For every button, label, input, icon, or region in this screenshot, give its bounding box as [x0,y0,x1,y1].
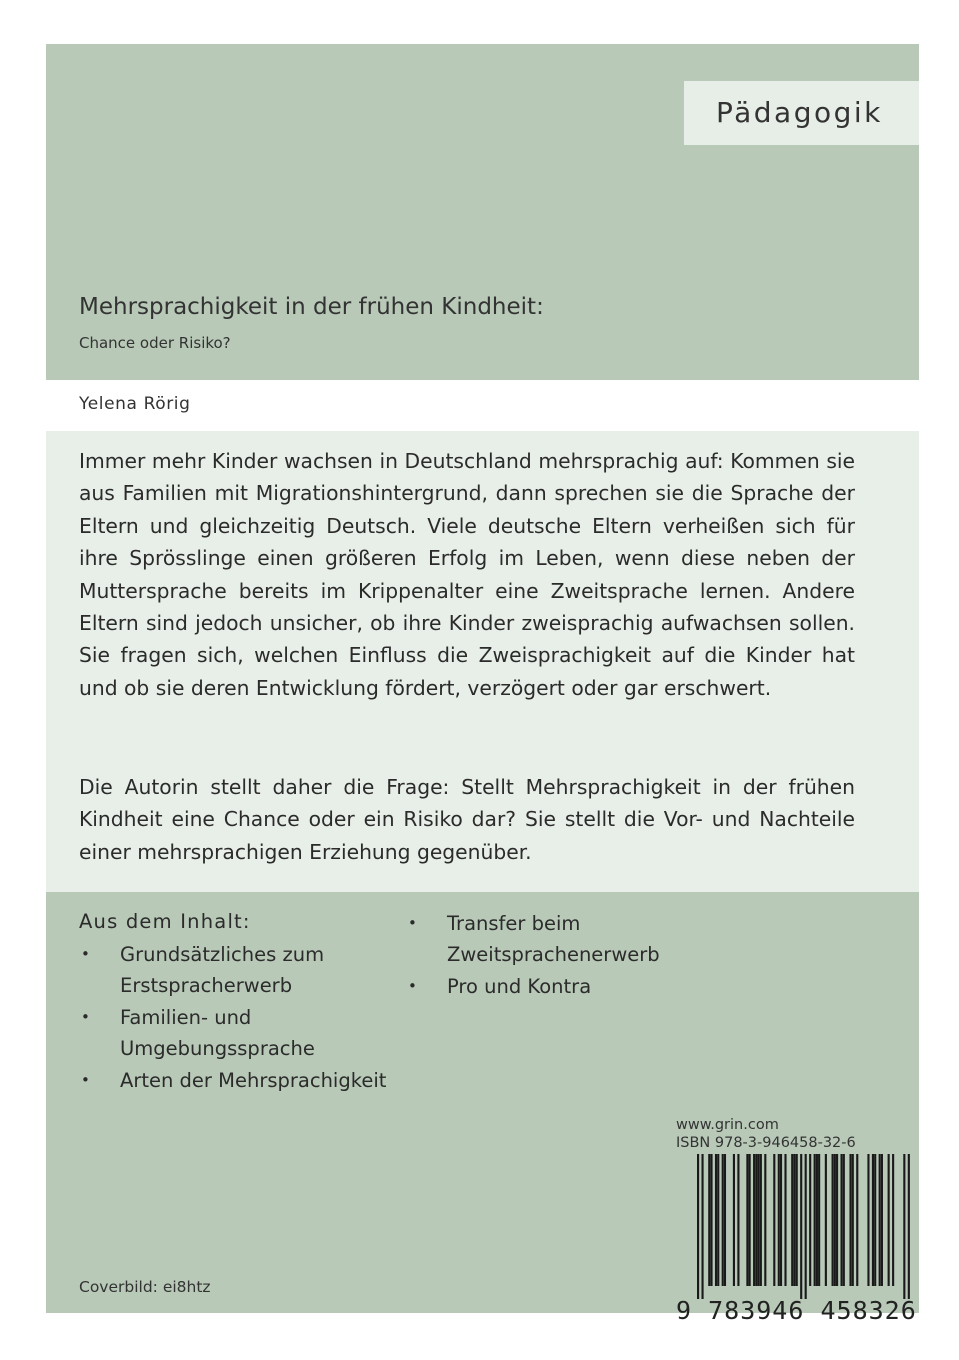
barcode-bar [840,1154,842,1286]
barcode-bar [753,1154,755,1286]
book-back-cover [46,44,919,1325]
barcode-bars-icon [697,1154,910,1299]
contents-band [46,892,919,1325]
category-label: Pädagogik [684,81,919,145]
barcode-bar [809,1154,811,1286]
description-paragraph-2: Die Autorin stellt daher die Frage: Stellt Mehrsprachigkeit in der frühen Kindheit eine Chance oder ein Risiko dar? Sie stellt die Vor- und Nachteile einer mehrsprachigen Erziehung gegenüber. [79,775,855,864]
barcode-bar [874,1154,876,1286]
book-subtitle: Chance oder Risiko? [79,334,231,352]
author-band [46,380,919,431]
barcode-bar [764,1154,766,1286]
barcode-bar [805,1154,807,1299]
barcode-bar [717,1154,719,1286]
barcode [676,1154,917,1325]
barcode-bar [836,1154,838,1286]
barcode-bar [852,1154,854,1286]
list-item-line: Erstspracherwerb [120,974,293,997]
barcode-bar [814,1154,816,1286]
barcode-bar [881,1154,883,1286]
contents-list-left [79,939,419,1097]
publisher-website: www.grin.com [676,1117,779,1133]
barcode-bar [758,1154,760,1286]
barcode-bar [856,1154,858,1286]
list-item [79,1065,419,1096]
barcode-bar [796,1154,798,1286]
list-item-line: Umgebungssprache [120,1037,315,1060]
barcode-bar [773,1154,775,1286]
barcode-bar [701,1154,703,1299]
list-item-line: Transfer beim [447,912,581,935]
barcode-bar [849,1154,851,1286]
bullet-icon: • [81,1008,90,1026]
list-item [79,1002,419,1064]
barcode-bar [818,1154,820,1286]
bullet-icon: • [408,977,417,995]
barcode-bar [697,1154,699,1299]
barcode-bar [746,1154,748,1286]
barcode-bar [749,1154,751,1286]
barcode-bar [879,1154,881,1286]
barcode-bar [737,1154,739,1286]
barcode-bar [715,1154,717,1286]
list-item-line: Grundsätzliches zum [120,943,325,966]
list-item-line: Pro und Kontra [447,975,592,998]
barcode-digits: 9 783946 458326 [676,1296,917,1325]
barcode-bar [778,1154,780,1286]
barcode-bar [892,1154,894,1286]
bullet-icon: • [408,914,417,932]
list-item-line: Familien- und [120,1006,252,1029]
barcode-bar [834,1154,836,1286]
list-item-line: Zweitsprachenerwerb [447,943,660,966]
description-paragraph-1: Immer mehr Kinder wachsen in Deutschland mehrsprachig auf: Kommen sie aus Familien mit Migrationshintergrund, dann sprechen sie die Sprache der Eltern und gleichzeitig Deutsch. Viele deutsche Eltern verheißen sich für ihre Sprösslinge einen größeren Erfolg im Leben, wenn diese neben der Muttersprache bereits im Krippenalter eine Zweitsprache lernen. Andere Eltern sind jedoch unsicher, ob ihre Kinder zweisprachig aufwachsen sollen. Sie fragen sich, welchen Einfluss die Zweisprachigkeit auf die Kinder hat und ob sie deren Entwicklung fördert, verzögert oder gar erschwert. [79,449,855,700]
barcode-bar [816,1154,818,1286]
list-item [406,971,706,1002]
cover-credit: Coverbild: ei8htz [79,1278,211,1296]
barcode-bar [708,1154,710,1286]
isbn-number: ISBN 978-3-946458-32-6 [676,1135,856,1151]
bullet-icon: • [81,1071,90,1089]
barcode-bar [903,1154,905,1299]
barcode-bar [832,1154,834,1286]
bullet-icon: • [81,945,90,963]
list-item-line: Arten der Mehrsprachigkeit [120,1069,387,1092]
barcode-bar [791,1154,793,1286]
barcode-bar [908,1154,910,1299]
barcode-bar [888,1154,890,1286]
barcode-bar [760,1154,762,1286]
list-item [406,908,706,970]
barcode-bar [843,1154,845,1286]
barcode-bar [710,1154,712,1286]
barcode-bar [793,1154,795,1286]
list-item [79,939,419,1001]
contents-list-right [406,908,706,1003]
barcode-bar [867,1154,869,1286]
barcode-bar [755,1154,757,1286]
barcode-bar [872,1154,874,1286]
barcode-bar [800,1154,802,1299]
barcode-bar [722,1154,724,1286]
barcode-bar [825,1154,827,1286]
author-name: Yelena Rörig [79,394,191,414]
contents-heading: Aus dem Inhalt: [79,910,251,933]
barcode-bar [724,1154,726,1286]
barcode-bar [733,1154,735,1286]
barcode-bar [780,1154,782,1286]
barcode-bar [784,1154,786,1286]
title-band [46,44,919,380]
book-title: Mehrsprachigkeit in der frühen Kindheit: [79,294,544,320]
description-band [46,431,919,892]
